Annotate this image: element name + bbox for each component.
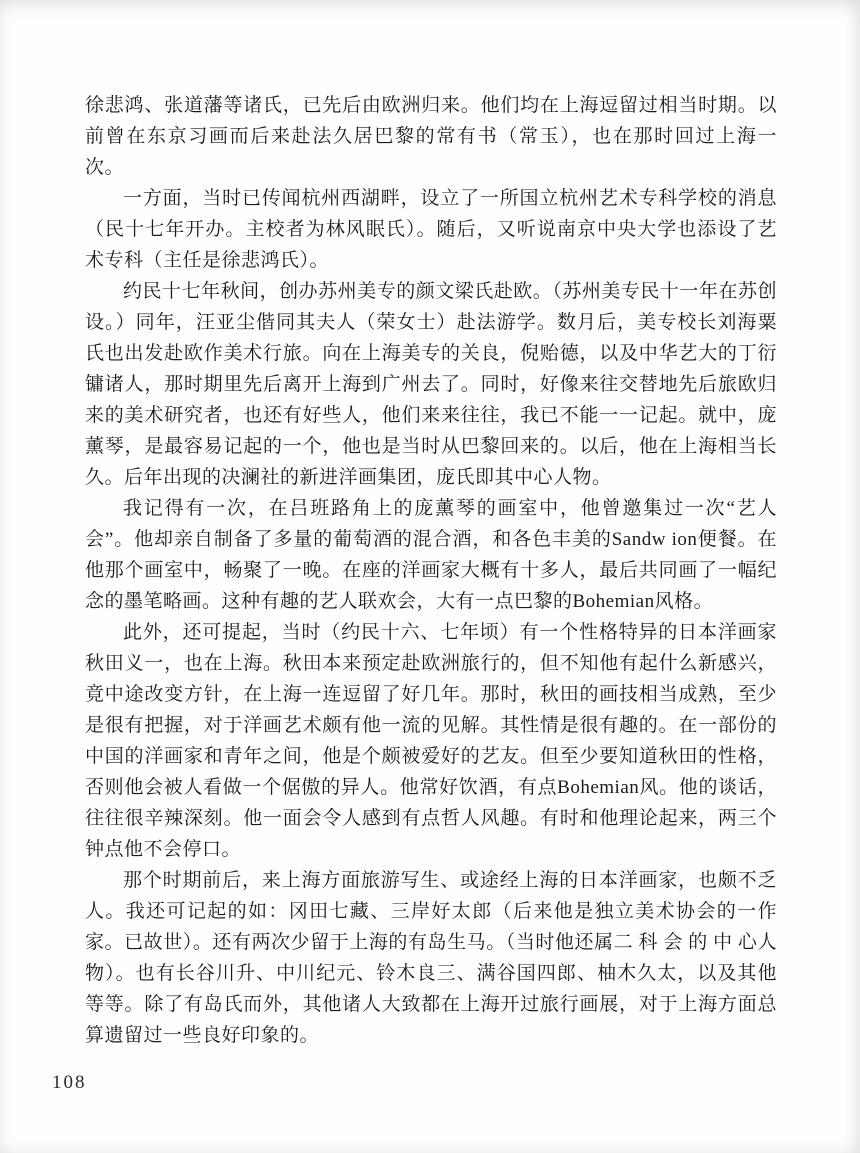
paragraph: 一方面，当时已传闻杭州西湖畔，设立了一所国立杭州艺术专科学校的消息（民十七年开办。主校者为林风眠氏）。随后，又听说南京中央大学也添设了艺术专科（主任是徐悲鸿氏）。 xyxy=(85,188,777,271)
paragraph: 那个时期前后，来上海方面旅游写生、或途经上海的日本洋画家，也颇不乏人。我还可记起的如：冈田七藏、三岸好太郎（后来他是独立美术协会的一作家。已故世）。还有两次少留于上海的有岛生马。（当时他还属二 科 会 的 中 心人物）。也有长谷川升、中川纪元、铃木良三、满谷国四郎、柚木久太，以及其他等等。除了有岛氏而外，其他诸人大致都在上海开过旅行画展，对于上海方面总算遗留过一些良好印象的。 xyxy=(85,870,777,1046)
page-number: 108 xyxy=(52,1072,87,1093)
paragraph: 约民十七年秋间，创办苏州美专的颜文梁氏赴欧。（苏州美专民十一年在苏创设。）同年，汪亚尘偕同其夫人（荣女士）赴法游学。数月后，美专校长刘海粟氏也出发赴欧作美术行旅。向在上海美专的关良，倪贻德，以及中华艺大的丁衍镛诸人，那时期里先后离开上海到广州去了。同时，好像来往交替地先后旅欧归来的美术研究者，也还有好些人，他们来来往往，我已不能一一记起。就中，庞薰琴，是最容易记起的一个，他也是当时从巴黎回来的。以后，他在上海相当长久。后年出现的决澜社的新进洋画集团，庞氏即其中心人物。 xyxy=(85,281,777,488)
paragraph: 此外，还可提起，当时（约民十六、七年顷）有一个性格特异的日本洋画家秋田义一，也在上海。秋田本来预定赴欧洲旅行的，但不知他有起什么新感兴，竟中途改变方针，在上海一连逗留了好几年。那时，秋田的画技相当成熟，至少是很有把握，对于洋画艺术颇有他一流的见解。其性情是很有趣的。在一部份的中国的洋画家和青年之间，他是个颇被爱好的艺友。但至少要知道秋田的性格，否则他会被人看做一个倨傲的异人。他常好饮酒，有点Bohemian风。他的谈话，往往很辛辣深刻。他一面会令人感到有点哲人风趣。有时和他理论起来，两三个钟点他不会停口。 xyxy=(85,622,777,860)
body-text xyxy=(85,90,777,1051)
paragraph: 徐悲鸿、张道藩等诸氏，已先后由欧洲归来。他们均在上海逗留过相当时期。以前曾在东京习画而后来赴法久居巴黎的常有书（常玉），也在那时回过上海一次。 xyxy=(85,95,777,178)
paragraph: 我记得有一次，在吕班路角上的庞薰琴的画室中，他曾邀集过一次“艺人会”。他却亲自制备了多量的葡萄酒的混合酒，和各色丰美的Sandw ion便餐。在他那个画室中，畅聚了一晚。在座的洋画家大概有十多人，最后共同画了一幅纪念的墨笔略画。这种有趣的艺人联欢会，大有一点巴黎的Bohemian风格。 xyxy=(85,498,777,612)
